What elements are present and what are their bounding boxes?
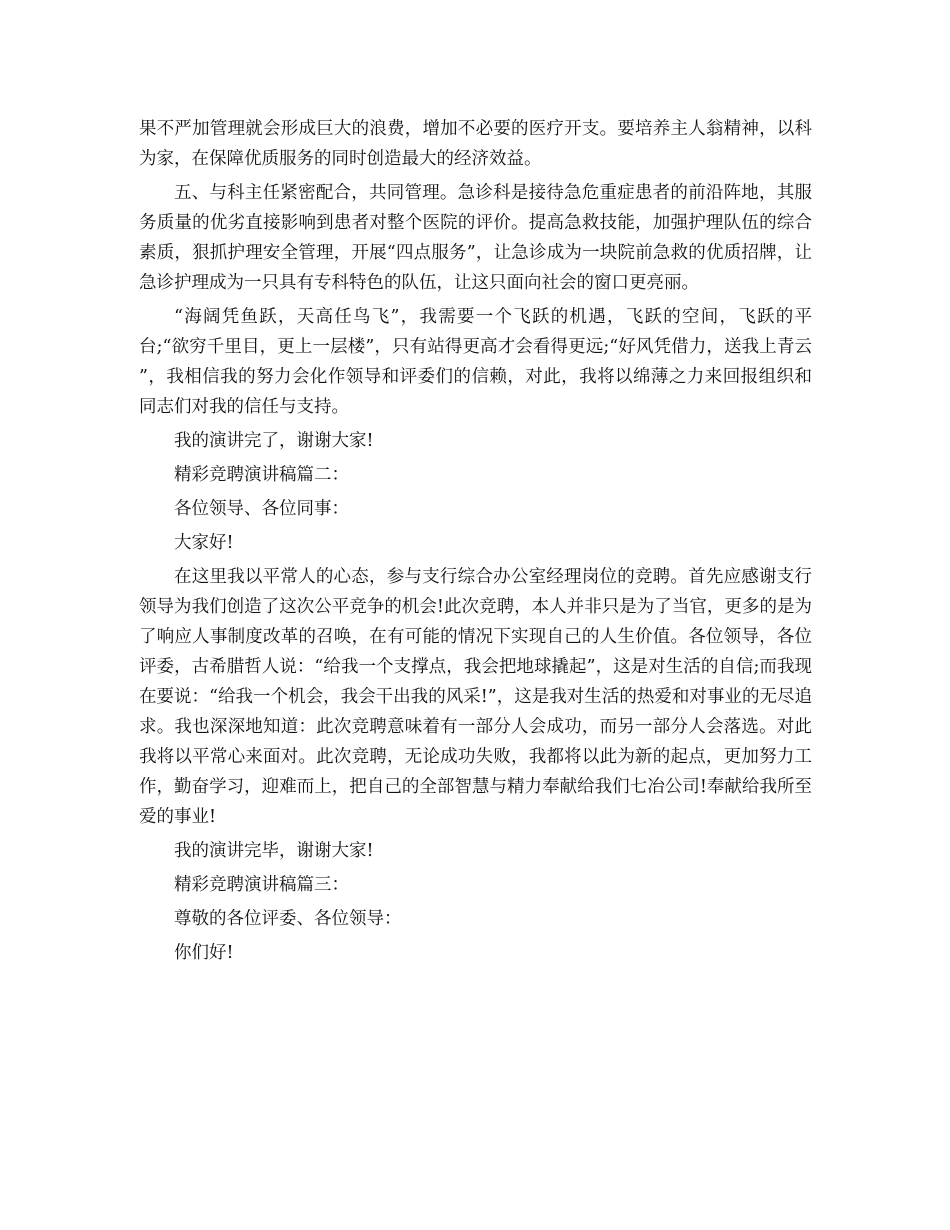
paragraph-closing-two: 我的演讲完毕，谢谢大家! (174, 841, 374, 861)
paragraph-section-five: 五、与科主任紧密配合，共同管理。急诊科是接待急危重症患者的前沿阵地，其服务质量的优劣直接影响到患者对整个医院的评价。提高急救技能，加强护理队伍的综合素质，狠抓护理安全管理，开展“四点服务”，让急诊成为一块院前急救的优质招牌，让急诊护理成为一只具有专科特色的队伍，让这只面向社会的窗口更亮丽。 (139, 183, 812, 293)
greeting-three: 你们好! (174, 943, 234, 963)
paragraph-continuation: 果不严加管理就会形成巨大的浪费，增加不必要的医疗开支。要培养主人翁精神，以科为家，在保障优质服务的同时创造最大的经济效益。 (139, 119, 812, 169)
section-heading-two: 精彩竞聘演讲稿篇二： (174, 465, 349, 485)
document-body (139, 114, 812, 972)
salutation-two: 各位领导、各位同事： (174, 499, 349, 519)
section-heading-three: 精彩竞聘演讲稿篇三： (174, 875, 349, 895)
salutation-three: 尊敬的各位评委、各位领导： (174, 909, 402, 929)
greeting-two: 大家好! (174, 533, 234, 553)
paragraph-closing-one: 我的演讲完了，谢谢大家! (174, 431, 374, 451)
paragraph-quotes: “海阔凭鱼跃，天高任鸟飞”，我需要一个飞跃的机遇，飞跃的空间，飞跃的平台;“欲穷千里目，更上一层楼”，只有站得更高才会看得更远;“好风凭借力，送我上青云 ”，我相信我的努力会化作领导和评委们的信赖，对此，我将以绵薄之力来回报组织和同志们对我的信任与支持。 (139, 307, 812, 417)
paragraph-speech-two: 在这里我以平常人的心态，参与支行综合办公室经理岗位的竞聘。首先应感谢支行领导为我们创造了这次公平竞争的机会!此次竞聘，本人并非只是为了当官，更多的是为了响应人事制度改革的召唤，在有可能的情况下实现自己的人生价值。各位领导，各位评委，古希腊哲人说：“给我一个支撑点，我会把地球撬起”，这是对生活的自信;而我现在要说：“给我一个机会，我会干出我的风采!”，这是我对生活的热爱和对事业的无尽追求。我也深深地知道：此次竞聘意味着有一部分人会成功，而另一部分人会落选。对此我将以平常心来面对。此次竞聘，无论成功失败，我都将以此为新的起点，更加努力工作，勤奋学习，迎难而上，把自己的全部智慧与精力奉献给我们七冶公司!奉献给我所至爱的事业! (139, 567, 812, 827)
